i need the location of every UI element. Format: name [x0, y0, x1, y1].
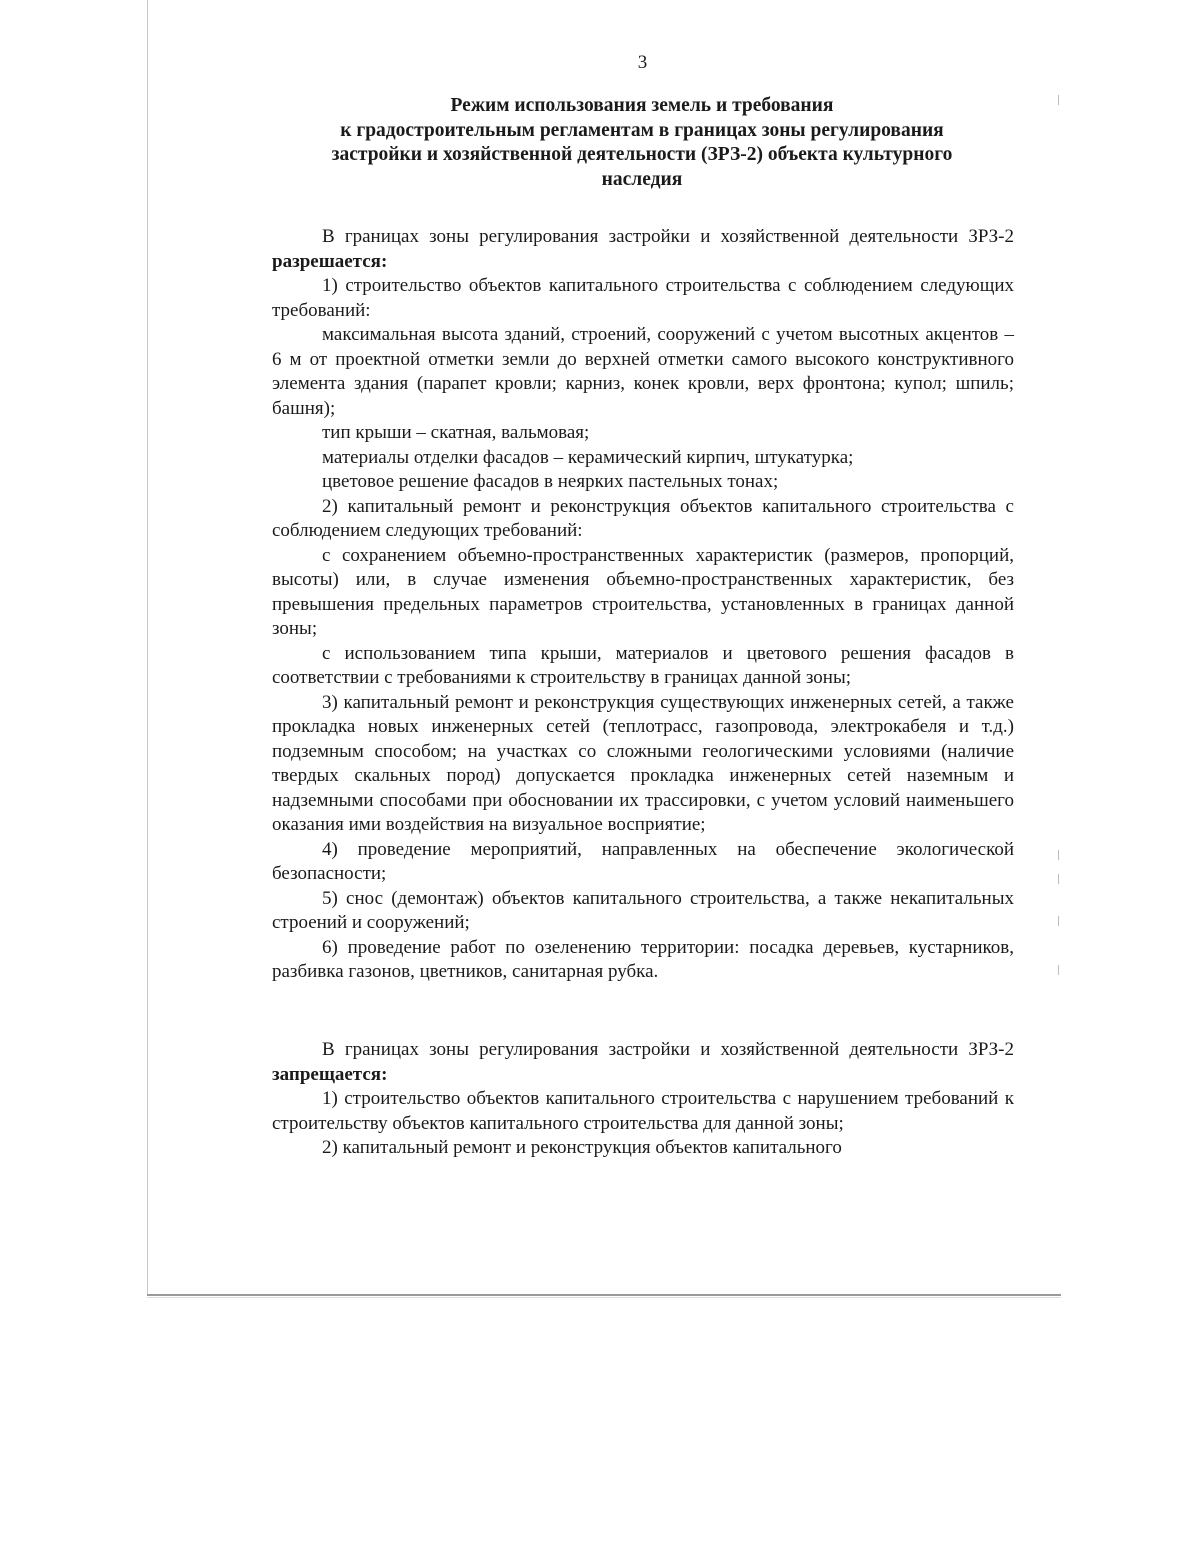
allowed-item: 5) снос (демонтаж) объектов капитального строительства, а также некапитальных строений и сооружений;: [272, 887, 1014, 933]
allowed-item: цветовое решение фасадов в неярких пастельных тонах;: [322, 471, 779, 492]
allowed-item: 3) капитальный ремонт и реконструкция существующих инженерных сетей, а также прокладка новых инженерных сетей (теплотрасс, газопровода, электрокабеля и т.д.) подземным способом; на участках со сложными геологическими условиями (наличие твердых скальных пород) допускается прокладка инженерных сетей наземным и надземными способами при обосновании их трассировки, с учетом условий наименьшего оказания ими воздействия на визуальное восприятие;: [272, 691, 1014, 835]
allowed-item: 6) проведение работ по озеленению территории: посадка деревьев, кустарников, разбивка газонов, цветников, санитарная рубка.: [272, 936, 1014, 982]
allowed-item: максимальная высота зданий, строений, сооружений с учетом высотных акцентов – 6 м от проектной отметки земли до верхней отметки самого высокого конструктивного элемента здания (парапет кровли; карниз, конек кровли, верх фронтона; купол; шпиль; башня);: [272, 324, 1014, 419]
prohibited-section: [272, 1038, 1014, 1161]
title-line: к градостроительным регламентам в границах зоны регулирования: [340, 119, 944, 141]
title-line: застройки и хозяйственной деятельности (ЗРЗ-2) объекта культурного: [331, 144, 953, 165]
scan-bottom-edge: [147, 1294, 1061, 1296]
allowed-item: с сохранением объемно-пространственных характеристик (размеров, пропорций, высоты) или, в случае изменения объемно-пространственных характеристик, без превышения предельных параметров строительства, установленных в границах данной зоны;: [272, 544, 1014, 639]
title-line: Режим использования земель и требования: [450, 95, 834, 116]
allowed-section: [272, 225, 1014, 985]
scan-mark: [1058, 916, 1059, 926]
allowed-intro: В границах зоны регулирования застройки и хозяйственной деятельности ЗРЗ-2 разрешается:: [272, 226, 1014, 272]
allowed-item: 1) строительство объектов капитального строительства с соблюдением следующих требований:: [272, 275, 1014, 321]
allowed-item: 4) проведение мероприятий, направленных на обеспечение экологической безопасности;: [272, 838, 1014, 884]
page-number: 3: [637, 52, 648, 73]
prohibited-keyword: запрещается:: [272, 1063, 388, 1085]
prohibited-item: 2) капитальный ремонт и реконструкция объектов капитального: [322, 1137, 842, 1158]
allowed-item: 2) капитальный ремонт и реконструкция объектов капитального строительства с соблюдением следующих требований:: [272, 495, 1014, 541]
scan-mark: [1058, 965, 1059, 975]
scan-mark: [1058, 850, 1059, 860]
title-line: наследия: [601, 168, 683, 190]
prohibited-intro: В границах зоны регулирования застройки и хозяйственной деятельности ЗРЗ-2 запрещается:: [272, 1039, 1014, 1085]
scan-mark: [1058, 95, 1059, 105]
document-title: [262, 94, 1022, 192]
prohibited-item: 1) строительство объектов капитального строительства с нарушением требований к строительству объектов капитального строительства для данной зоны;: [272, 1088, 1014, 1134]
scan-bottom-edge-shadow: [147, 1297, 1061, 1298]
allowed-item: материалы отделки фасадов – керамический кирпич, штукатурка;: [322, 446, 854, 468]
scan-mark: [1058, 874, 1059, 884]
allowed-keyword: разрешается:: [272, 250, 388, 272]
allowed-item: с использованием типа крыши, материалов и цветового решения фасадов в соответствии с требованиями к строительству в границах данной зоны;: [272, 642, 1014, 688]
scan-left-edge: [147, 0, 148, 1296]
allowed-item: тип крыши – скатная, вальмовая;: [322, 422, 590, 443]
